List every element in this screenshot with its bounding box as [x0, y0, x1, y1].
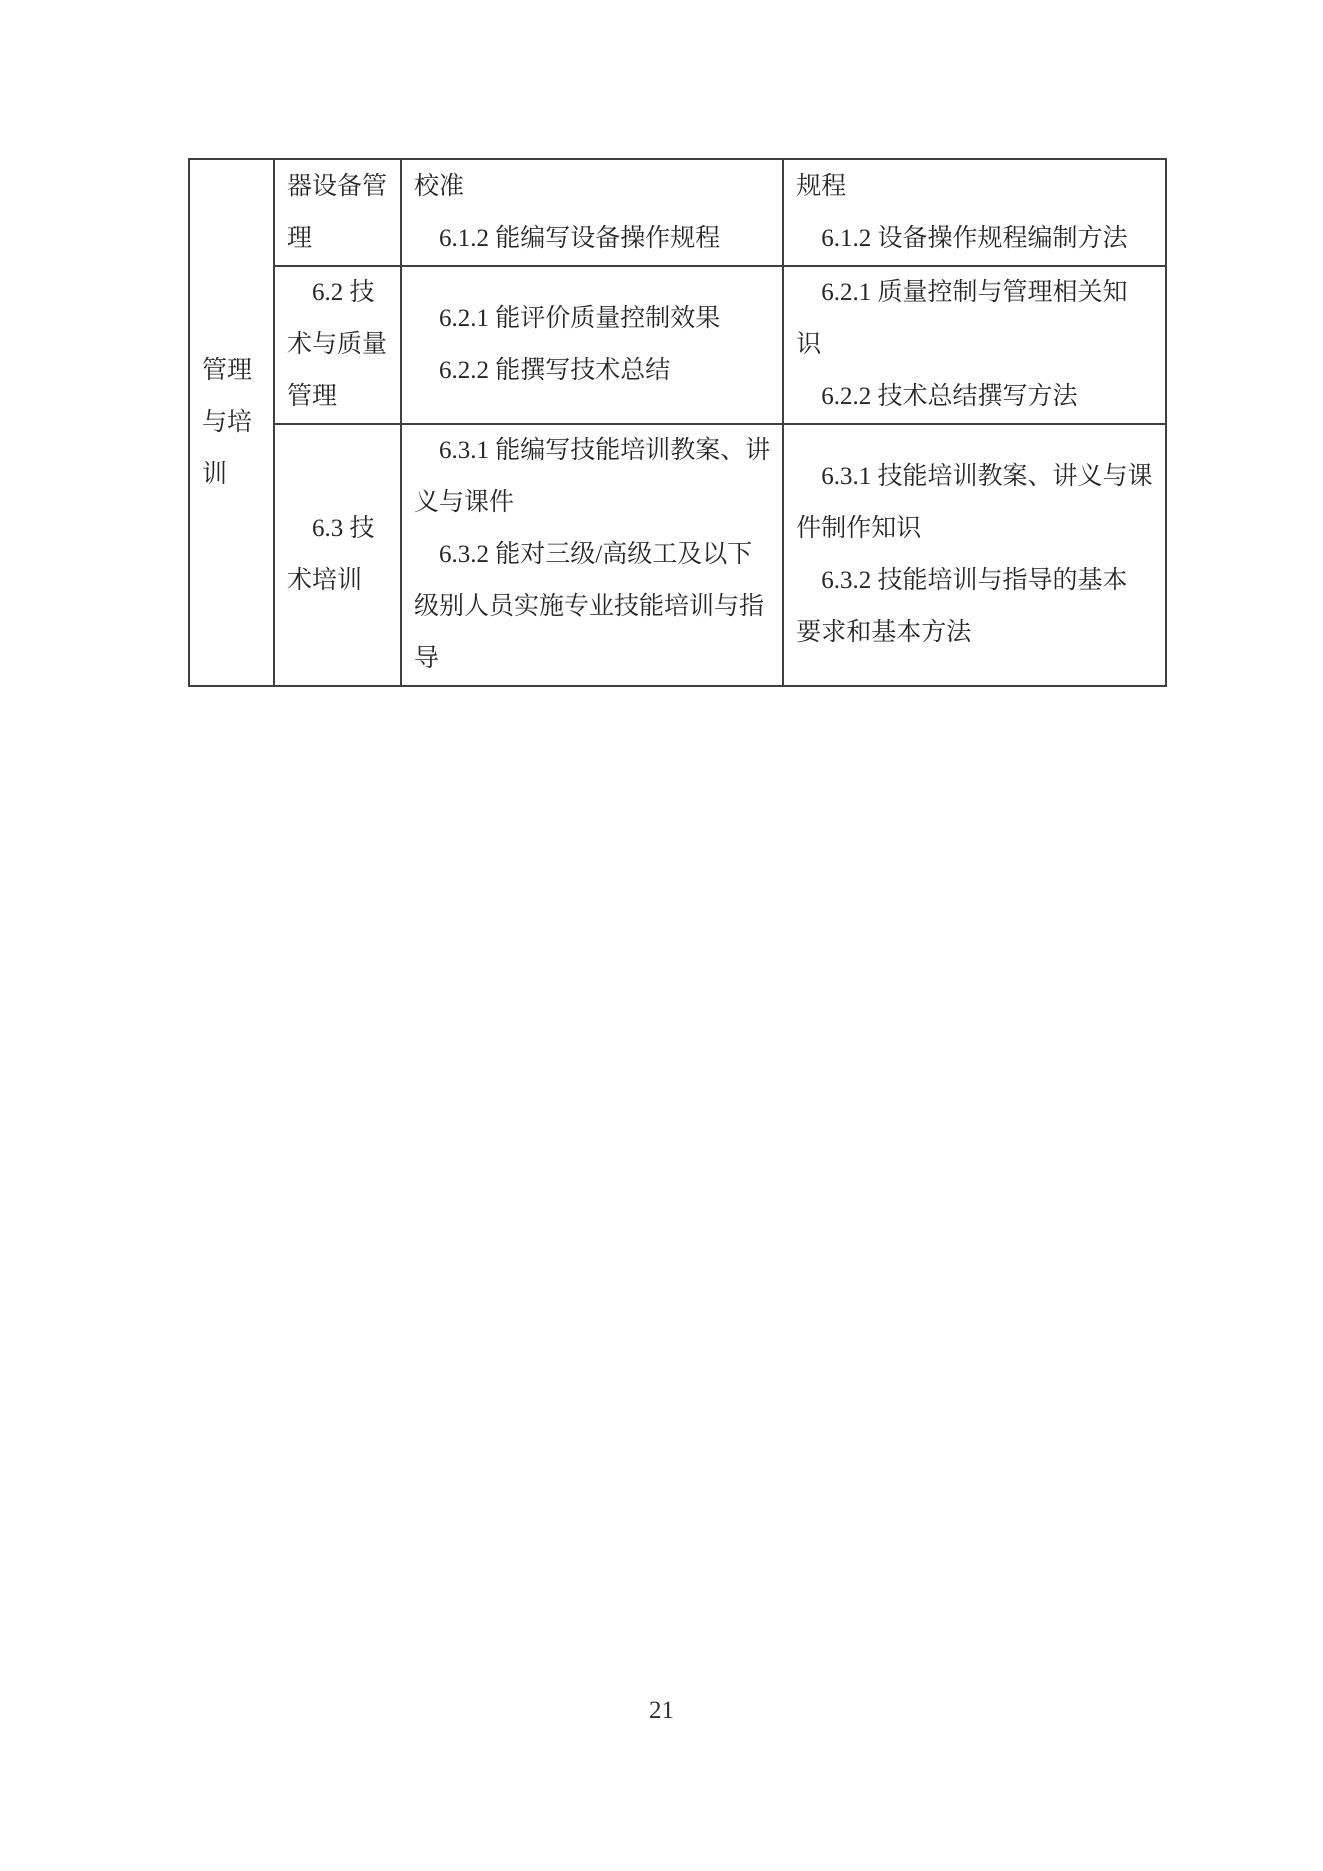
cell-line: 6.1.2 设备操作规程编制方法	[796, 224, 1128, 252]
table-row	[189, 424, 1166, 686]
table-cell-skill-requirements	[401, 159, 783, 266]
cell-line: 6.3 技	[287, 515, 375, 542]
cell-line: 6.2.1 质量控制与管理相关知	[796, 279, 1128, 306]
cell-line: 6.3.2 能对三级/高级工及以下	[414, 541, 753, 568]
table-cell-category	[189, 159, 274, 686]
cell-line: 义与课件	[414, 489, 515, 516]
cell-line: 与培	[202, 408, 253, 436]
cell-line: 规程	[796, 172, 847, 200]
table-cell-duty	[274, 266, 401, 424]
table-cell-duty	[274, 159, 401, 266]
table-cell-knowledge-requirements	[783, 266, 1165, 424]
cell-line: 导	[414, 645, 440, 672]
cell-line: 识	[796, 331, 822, 358]
cell-line: 6.2.1 能评价质量控制效果	[414, 305, 721, 332]
table-row	[189, 266, 1166, 424]
table-cell-knowledge-requirements	[783, 159, 1165, 266]
cell-line: 6.3.2 技能培训与指导的基本	[796, 567, 1128, 594]
cell-line: 训	[202, 460, 228, 488]
table-cell-skill-requirements	[401, 424, 783, 686]
table-cell-skill-requirements	[401, 266, 783, 424]
cell-line: 6.1.2 能编写设备操作规程	[414, 224, 721, 252]
cell-line: 校准	[414, 172, 465, 200]
cell-line: 6.3.1 技能培训教案、讲义与课	[796, 463, 1153, 490]
table-cell-duty	[274, 424, 401, 686]
cell-line: 术与质量	[287, 331, 388, 358]
cell-line: 6.2 技	[287, 279, 375, 306]
cell-line: 6.2.2 能撰写技术总结	[414, 357, 671, 384]
cell-line: 理	[287, 224, 313, 252]
cell-line: 管理	[287, 383, 338, 410]
cell-line: 6.3.1 能编写技能培训教案、讲	[414, 437, 771, 464]
table-row	[189, 159, 1166, 266]
cell-line: 术培训	[287, 567, 363, 594]
cell-line: 器设备管	[287, 172, 388, 200]
cell-line: 级别人员实施专业技能培训与指	[414, 593, 765, 620]
page-number: 21	[649, 1697, 674, 1724]
cell-line: 6.2.2 技术总结撰写方法	[796, 383, 1078, 410]
occupational-requirements-table	[188, 158, 1167, 687]
table-cell-knowledge-requirements	[783, 424, 1165, 686]
cell-line: 件制作知识	[796, 515, 922, 542]
cell-line: 要求和基本方法	[796, 619, 972, 646]
cell-line: 管理	[202, 356, 253, 384]
